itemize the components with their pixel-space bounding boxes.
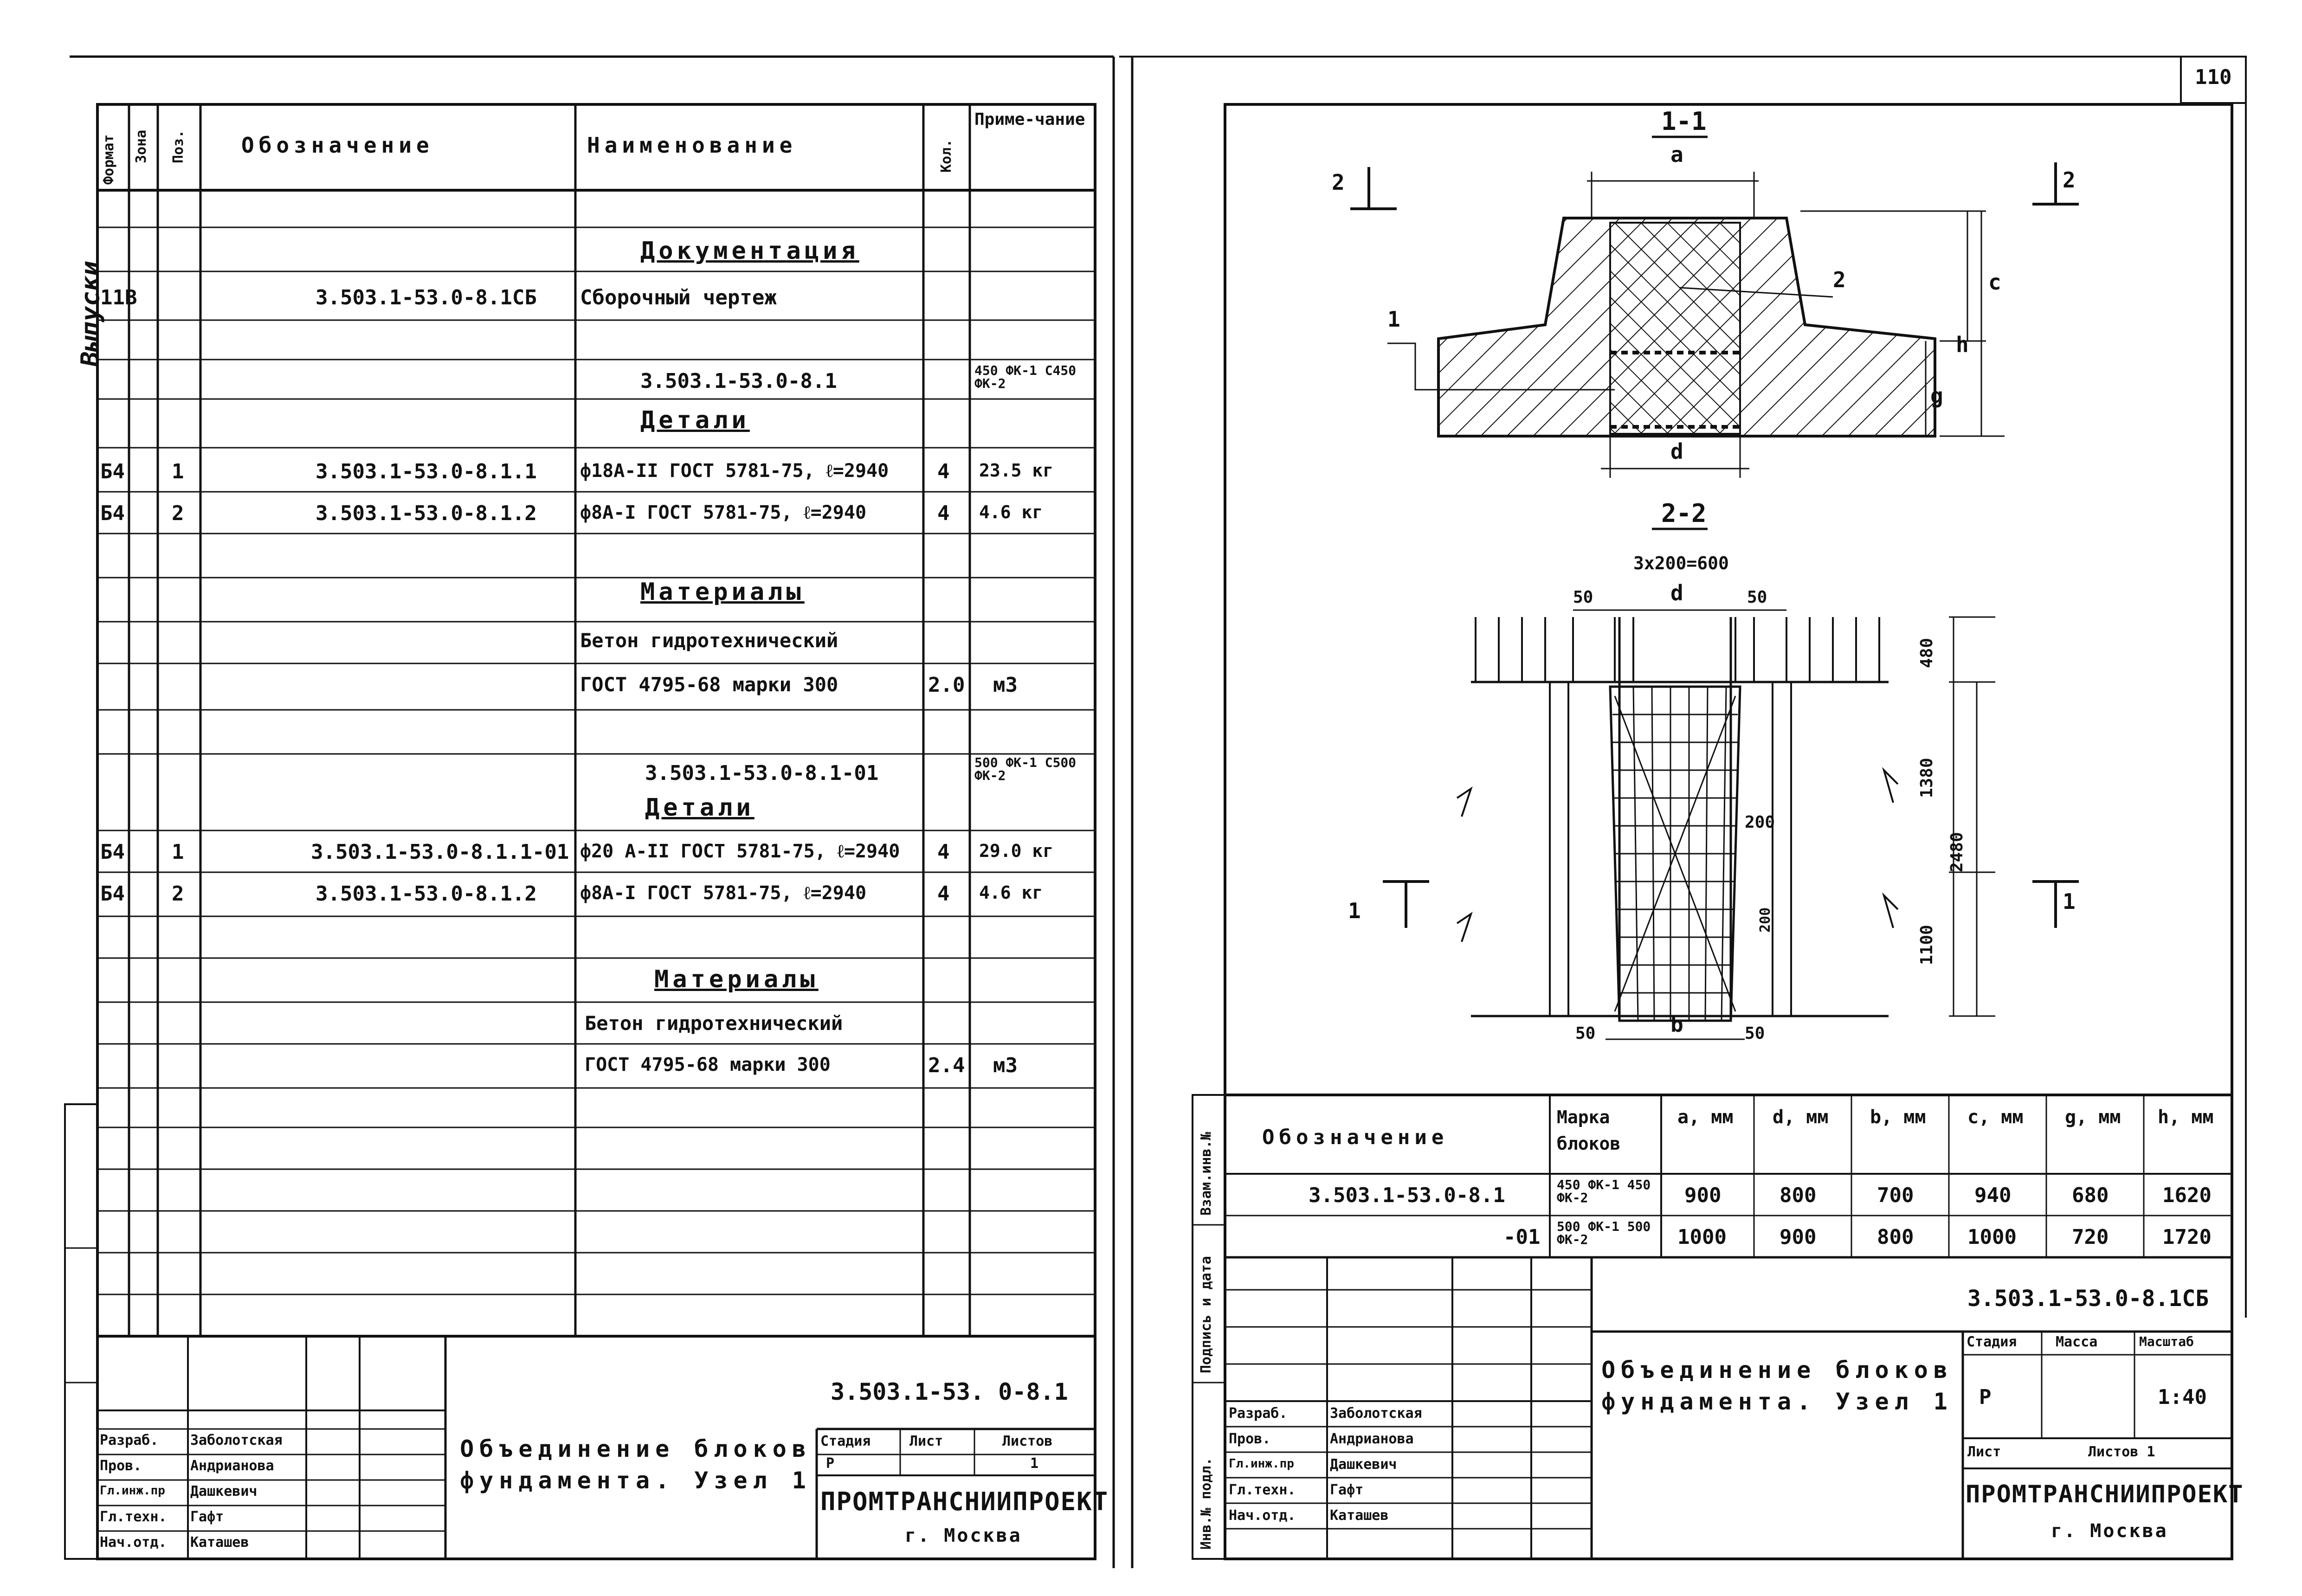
col-pos-header: Поз. <box>170 129 187 163</box>
section-2-label: 2-2 <box>1661 499 1707 528</box>
col-qty-header: Кол. <box>938 139 954 173</box>
staff-role: Гл.инж.пр <box>1229 1457 1294 1471</box>
col-name-header: Наименование <box>587 133 797 158</box>
staff-name: Андрианова <box>1330 1431 1414 1447</box>
col-designation-header: Обозначение <box>241 133 434 158</box>
table-row-a: 1000 <box>1677 1225 1727 1249</box>
scale-value: 1:40 <box>2158 1385 2207 1409</box>
table-row-b: 800 <box>1877 1225 1914 1249</box>
table-row-c: 940 <box>1974 1184 2012 1207</box>
section-heading: Материалы <box>654 965 819 993</box>
staff-name: Андрианова <box>190 1458 274 1474</box>
table-row-c: 1000 <box>1967 1225 2017 1249</box>
cut-mark-1-right: 1 <box>2063 889 2076 914</box>
staff-role: Гл.техн. <box>1229 1482 1296 1498</box>
dim-b-label: b <box>1670 1012 1683 1037</box>
section-heading: Материалы <box>640 578 805 606</box>
table-header-d: d, мм <box>1773 1107 1829 1128</box>
stamp-replaced-inv: Взам.инв.№ <box>1198 1132 1214 1216</box>
rebar-spacing: 3x200=600 <box>1633 553 1729 573</box>
row-format: Б4 <box>100 840 125 864</box>
drawing-code: 3.503.1-53.0-8.1СБ <box>1967 1286 2209 1312</box>
row-note: 29.0 кг <box>979 841 1054 861</box>
staff-name: Гафт <box>1330 1482 1364 1498</box>
row-name: 3.503.1-53.0-8.1 <box>640 369 837 393</box>
row-qty: 4 <box>937 502 950 525</box>
cut-mark-2-right: 2 <box>2063 167 2076 193</box>
staff-role: Пров. <box>100 1458 142 1474</box>
row-note: 4.6 кг <box>979 882 1043 903</box>
staff-role: Нач.отд. <box>100 1534 167 1551</box>
cut-mark-2-left: 2 <box>1332 170 1345 195</box>
row-note: м3 <box>993 673 1018 697</box>
stage-label: Стадия <box>820 1433 871 1449</box>
drawing-title: Объединение блоков фундамента. Узел 1 <box>1601 1357 1953 1415</box>
row-name: ГОСТ 4795-68 марки 300 <box>585 1054 831 1075</box>
table-header-b: b, мм <box>1870 1107 1926 1128</box>
sheets-label: Листов <box>1002 1433 1053 1449</box>
staff-name: Дашкевич <box>1330 1456 1397 1473</box>
staff-name: Каташев <box>190 1534 249 1551</box>
dim-d-label: d <box>1670 580 1683 605</box>
row-note: 4.6 кг <box>979 502 1043 522</box>
table-row-designation: 3.503.1-53.0-8.1 <box>1309 1184 1505 1207</box>
table-row-h: 1620 <box>2162 1184 2212 1207</box>
table-header-g: g, мм <box>2065 1107 2121 1128</box>
row-pos: 1 <box>172 460 184 483</box>
page-number: 110 <box>2195 65 2232 89</box>
dim-2480: 2480 <box>1947 832 1967 872</box>
row-name: ГОСТ 4795-68 марки 300 <box>580 673 838 696</box>
stamp-signature-date: Подпись и дата <box>1198 1256 1214 1373</box>
staff-role: Гл.техн. <box>100 1509 167 1525</box>
section-heading: Документация <box>640 237 859 265</box>
row-qty: 4 <box>937 882 950 906</box>
row-name: ф18А-II ГОСТ 5781-75, ℓ=2940 <box>580 460 889 482</box>
staff-role: Пров. <box>1229 1431 1271 1447</box>
row-qty: 4 <box>937 840 950 864</box>
row-name: Бетон гидротехнический <box>585 1012 843 1035</box>
dim-50-bottom-right: 50 <box>1745 1024 1765 1043</box>
sheet-label: Лист <box>909 1433 943 1449</box>
mass-label: Масса <box>2056 1334 2098 1350</box>
staff-name: Заболотская <box>1330 1405 1422 1422</box>
stage-value: Р <box>1979 1385 1992 1409</box>
table-row-brand: 500 ФК-1 500 ФК-2 <box>1557 1219 1651 1247</box>
table-header-c: c, мм <box>1967 1107 2024 1128</box>
row-format: 11В <box>100 286 137 309</box>
table-header-brand: Марка блоков <box>1557 1107 1621 1154</box>
organization: ПРОМТРАНСНИИПРОЕКТ <box>1966 1480 2244 1508</box>
row-name: ф8А-I ГОСТ 5781-75, ℓ=2940 <box>580 882 867 904</box>
dim-1100: 1100 <box>1917 925 1936 965</box>
dim-1380: 1380 <box>1917 758 1936 798</box>
staff-role: Нач.отд. <box>1229 1507 1296 1524</box>
organization: ПРОМТРАНСНИИПРОЕКТ <box>820 1487 1109 1516</box>
section-2-2 <box>1383 529 2079 1039</box>
row-pos: 2 <box>172 502 184 525</box>
row-name: Бетон гидротехнический <box>580 629 838 652</box>
table-row-d: 900 <box>1780 1225 1817 1249</box>
dim-d-label: d <box>1670 439 1683 464</box>
scale-label: Масштаб <box>2139 1334 2194 1349</box>
section-1-label: 1-1 <box>1661 107 1707 136</box>
table-row-h: 1720 <box>2162 1225 2212 1249</box>
callout-1: 1 <box>1387 307 1400 332</box>
cut-mark-1-left: 1 <box>1348 898 1361 923</box>
callout-2: 2 <box>1833 267 1846 292</box>
row-designation: 3.503.1-53.0-8.1СБ <box>316 286 537 309</box>
row-note: 450 ФК-1 С450 ФК-2 <box>974 363 1077 391</box>
row-qty: 4 <box>937 460 950 483</box>
row-note: 23.5 кг <box>979 460 1054 481</box>
row-format: Б4 <box>100 882 125 906</box>
city: г. Москва <box>2051 1520 2168 1542</box>
table-row-g: 720 <box>2072 1225 2109 1249</box>
staff-role: Разраб. <box>1229 1405 1288 1422</box>
row-name: 3.503.1-53.0-8.1-01 <box>645 761 879 785</box>
row-name: ф8А-I ГОСТ 5781-75, ℓ=2940 <box>580 502 867 523</box>
staff-name: Заболотская <box>190 1432 283 1448</box>
drawing-code: 3.503.1-53. 0-8.1 <box>831 1378 1068 1405</box>
section-heading: Детали <box>640 406 750 434</box>
table-header-designation: Обозначение <box>1262 1126 1449 1149</box>
col-zone-header: Зона <box>133 129 149 163</box>
row-pos: 1 <box>172 840 184 864</box>
table-row-designation: -01 <box>1503 1225 1541 1249</box>
row-format: Б4 <box>100 460 125 483</box>
dim-g-label: g <box>1930 383 1943 408</box>
sheet-label: Лист <box>1967 1444 2001 1460</box>
table-header-h: h, мм <box>2158 1107 2214 1128</box>
staff-name: Гафт <box>190 1509 224 1525</box>
dim-c-label: c <box>1988 270 2001 295</box>
dim-200-pitch: 200 <box>1745 813 1775 832</box>
table-row-d: 800 <box>1780 1184 1817 1207</box>
row-qty: 2.4 <box>928 1054 965 1077</box>
staff-role: Гл.инж.пр <box>100 1484 165 1498</box>
table-row-a: 900 <box>1684 1184 1722 1207</box>
stamp-original-inv: Инв.№ подл. <box>1198 1457 1214 1550</box>
sheets-label: Листов 1 <box>2088 1444 2155 1460</box>
dim-50-bottom-left: 50 <box>1575 1024 1596 1043</box>
staff-name: Дашкевич <box>190 1483 258 1499</box>
table-row-g: 680 <box>2072 1184 2109 1207</box>
dim-480: 480 <box>1917 637 1936 668</box>
staff-name: Каташев <box>1330 1507 1389 1524</box>
stage-label: Стадия <box>1967 1334 2017 1350</box>
side-note: Выпуски <box>76 261 105 367</box>
row-designation: 3.503.1-53.0-8.1.2 <box>316 502 537 525</box>
city: г. Москва <box>905 1525 1022 1546</box>
dim-200-side: 200 <box>1757 907 1773 933</box>
sheets-value: 1 <box>1030 1455 1039 1472</box>
col-format-header: Формат <box>101 134 117 185</box>
row-name: ф20 А-II ГОСТ 5781-75, ℓ=2940 <box>580 841 900 862</box>
drawing-title: Объединение блоков фундамента. Узел 1 <box>460 1435 812 1494</box>
row-note: 500 ФК-1 С500 ФК-2 <box>974 755 1077 783</box>
row-designation: 3.503.1-53.0-8.1.1-01 <box>311 840 569 864</box>
row-format: Б4 <box>100 502 125 525</box>
table-row-b: 700 <box>1877 1184 1914 1207</box>
section-1-1 <box>1350 137 2079 478</box>
row-designation: 3.503.1-53.0-8.1.2 <box>316 882 537 906</box>
row-note: м3 <box>993 1054 1018 1077</box>
dim-50-top-left: 50 <box>1573 588 1593 607</box>
col-note-header: Приме-чание <box>974 110 1085 129</box>
stage-value: Р <box>826 1455 835 1472</box>
dim-a-label: a <box>1670 142 1683 167</box>
table-row-brand: 450 ФК-1 450 ФК-2 <box>1557 1177 1651 1205</box>
row-pos: 2 <box>172 882 184 906</box>
row-designation: 3.503.1-53.0-8.1.1 <box>316 460 537 483</box>
dim-50-top-right: 50 <box>1747 588 1767 607</box>
row-name: Сборочный чертеж <box>580 286 777 309</box>
section-heading: Детали <box>645 794 754 822</box>
staff-role: Разраб. <box>100 1432 159 1448</box>
table-header-a: a, мм <box>1677 1107 1734 1128</box>
dim-h-label: h <box>1956 332 1969 357</box>
row-qty: 2.0 <box>928 673 965 697</box>
